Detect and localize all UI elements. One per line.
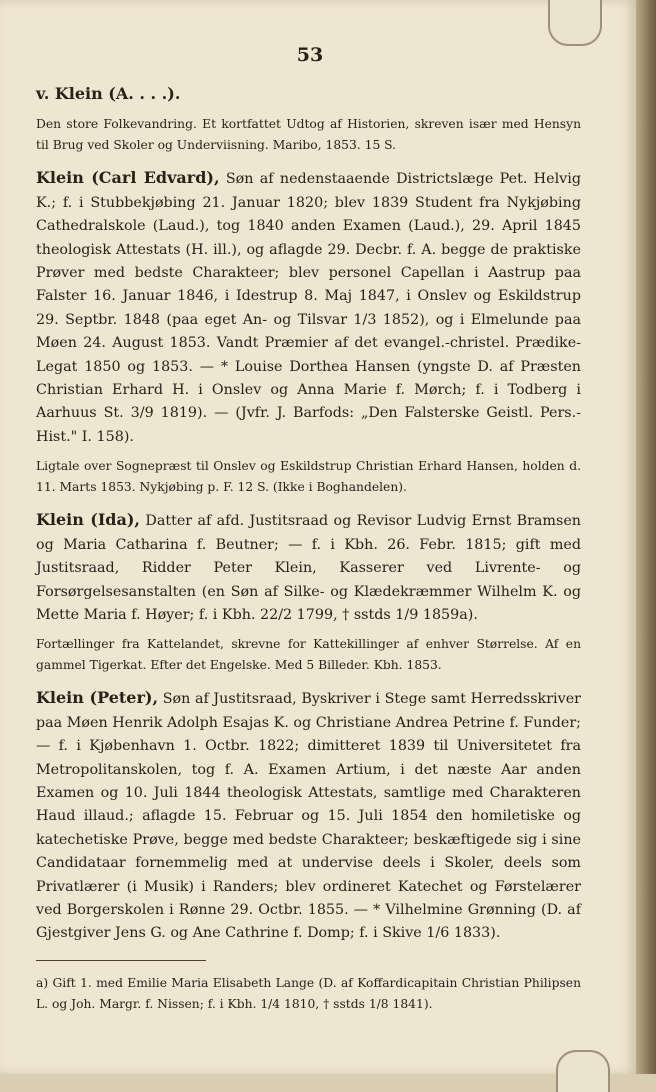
entry-work: Fortællinger fra Kattelandet, skrevne for Kattekillinger af enhver Størrelse. Af en gammel Tigerkat. Efter det Engelske. Med 5 Billeder. Kbh. 1853. bbox=[36, 637, 581, 673]
entry-body: Søn af Justitsraad, Byskriver i Stege samt Herredsskriver paa Møen Henrik Adolph Esajas K. og Christiane Andrea Petrine f. Funder; — f. i Kjøbenhavn 1. Octbr. 1822; dimitteret 1839 til Universitetet fra Metropolitanskolen, tog f. A. Examen Artium, i det næste Aar anden Examen og 10. Juli 1844 theologisk Attestats, samtlige med Charakteren Haud illaud.; aflagde 15. Februar og 15. Juli 1854 den homiletiske og katechetiske Prøve, begge med bedste Charakteer; beskæftigede sig i sine Candidataar fornemmelig med at undervise deels i Skoler, deels som Privatlærer (i Musik) i Randers; blev ordineret Katechet og Førstelærer ved Borgerskolen i Rønne 29. Octbr. 1855. — * Vilhelmine Grønning (D. af Gjestgiver Jens G. og Ane Cathrine f. Domp; f. i Skive 1/6 1833). bbox=[36, 691, 581, 942]
paper-clip-top bbox=[548, 0, 602, 46]
entry-body: Søn af nedenstaaende Districtslæge Pet. Helvig K.; f. i Stubbekjøbing 21. Januar 1820; blev 1839 Student fra Nykjøbing Cathedralskole (Laud.), tog 1840 anden Examen (Laud.), 29. April 1845 theologisk Attestats (H. ill.), og aflagde 29. Decbr. f. A. begge de praktiske Prøver med bedste Charakteer; blev personel Capellan i Aastrup paa Falster 16. Januar 1846, i Idestrup 8. Maj 1847, i Onslev og Eskildstrup 29. Septbr. 1848 (paa eget An- og Tilsvar 1/3 1852), og i Elmelunde paa Møen 24. August 1853. Vandt Præmier af det evangel.-christel. Prædike-Legat 1850 og 1853. — * Louise Dorthea Hansen (yngste D. af Præsten Christian Erhard H. i Onslev og Anna Marie f. Mørch; f. i Todberg i Aarhuus St. 3/9 1819). — (Jvfr. J. Barfods: „Den Falsterske Geistl. Pers.-Hist." I. 158). bbox=[36, 171, 581, 445]
page-edge bbox=[636, 0, 656, 1074]
footnote: a) Gift 1. med Emilie Maria Elisabeth Lange (D. af Koffardicapitain Christian Philipsen L. og Joh. Margr. f. Nissen; f. i Kbh. 1/4 1810, † sstds 1/8 1841). bbox=[36, 976, 581, 1011]
entry-heading: Klein (Ida), bbox=[36, 510, 140, 530]
entry bbox=[36, 686, 581, 945]
entry-heading-only bbox=[36, 82, 581, 107]
entry bbox=[36, 166, 581, 449]
page-text bbox=[36, 82, 581, 953]
entry-work: Ligtale over Sognepræst til Onslev og Eskildstrup Christian Erhard Hansen, holden d. 11. Marts 1853. Nykjøbing p. F. 12 S. (Ikke i Boghandelen). bbox=[36, 459, 581, 495]
page-number: 53 bbox=[296, 44, 324, 66]
entry-work: Den store Folkevandring. Et kortfattet Udtog af Historien, skreven især med Hensyn til Brug ved Skoler og Underviisning. Maribo, 1853. 15 S. bbox=[36, 117, 581, 153]
entry-body: Datter af afd. Justitsraad og Revisor Ludvig Ernst Bramsen og Maria Catharina f. Beutner; — f. i Kbh. 26. Febr. 1815; gift med Justitsraad, Ridder Peter Klein, Kasserer ved Livrente- og Forsørgelsesanstalten (en Søn af Silke- og Klædekræmmer Wilhelm K. og Mette Maria f. Høyer; f. i Kbh. 22/2 1799, † sstds 1/9 1859a). bbox=[36, 513, 581, 623]
entry-heading: Klein (Carl Edvard), bbox=[36, 168, 220, 188]
entry bbox=[36, 508, 581, 627]
footnote-divider bbox=[36, 960, 206, 961]
paper-clip-bottom bbox=[556, 1050, 610, 1092]
entry-heading: v. Klein (A. . . .). bbox=[36, 84, 181, 103]
entry-heading: Klein (Peter), bbox=[36, 688, 159, 708]
